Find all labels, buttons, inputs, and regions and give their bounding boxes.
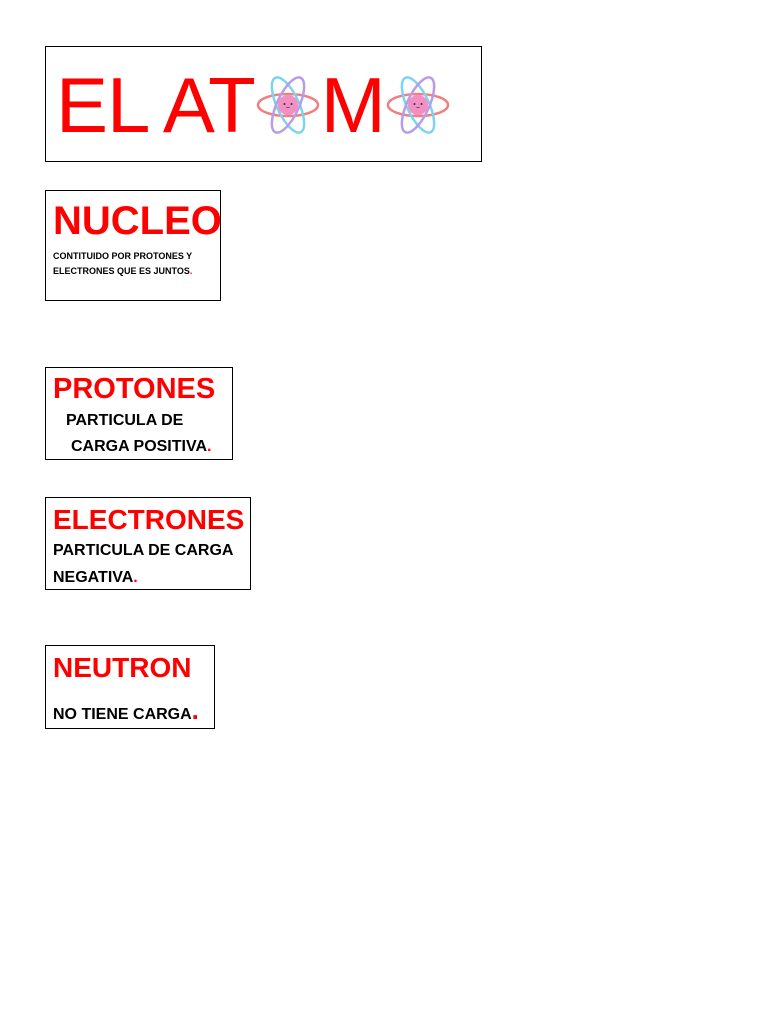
neutron-description [53,695,199,726]
neutron-heading: NEUTRON [53,652,192,683]
title-text-part1: EL AT [56,61,255,149]
atom-icon [255,65,321,145]
electrones-line2-text: NEGATIVA [53,569,134,586]
protones-description-line2 [71,437,211,457]
electrones-period: . [133,569,138,586]
electrones-heading: ELECTRONES [53,504,245,535]
nucleo-card [45,190,221,301]
nucleo-description-line2 [53,265,192,277]
electrones-description-line1: PARTICULA DE CARGA [53,542,234,559]
nucleo-period: . [189,266,193,276]
protones-line2-text: CARGA POSITIVA [71,438,208,455]
protones-description-line1: PARTICULA DE [66,412,184,429]
protones-card [45,367,233,460]
nucleo-heading: NUCLEO [53,199,222,243]
nucleo-description-line1: CONTITUIDO POR PROTONES Y [53,251,193,261]
electrones-card [45,497,251,590]
title-box [45,46,482,162]
protones-period: . [207,438,212,455]
title-text-part2: M [320,61,385,149]
electrones-description-line2 [53,568,138,588]
atom-icon [385,65,451,145]
neutron-period: . [191,695,199,725]
neutron-line1-text: NO TIENE CARGA [53,706,192,723]
protones-heading: PROTONES [53,373,216,405]
title-row [56,61,451,149]
nucleo-line2-text: ELECTRONES QUE ES JUNTOS [53,266,190,276]
neutron-card [45,645,215,729]
